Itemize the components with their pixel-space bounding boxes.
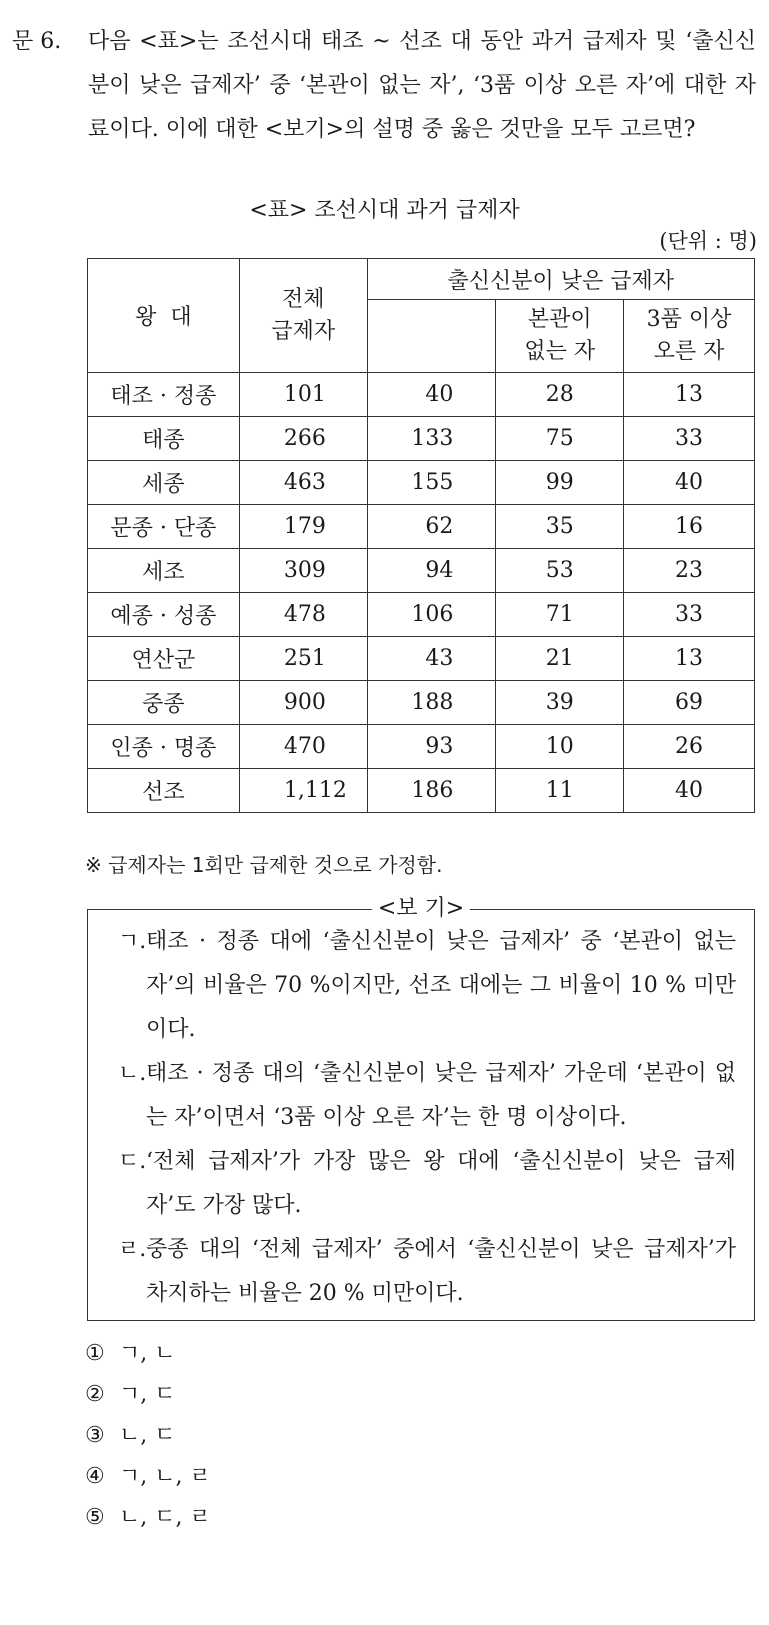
cell-king: 태종 xyxy=(88,417,240,461)
table-row xyxy=(88,461,755,505)
bogi-item xyxy=(118,1140,736,1228)
cell-total: 1,112 xyxy=(239,769,367,813)
question-text: 다음 <표>는 조선시대 태조 ~ 선조 대 동안 과거 급제자 및 ‘출신신분이 낮은 급제자’ 중 ‘본관이 없는 자’, ‘3품 이상 오른 자’에 대한 자료이다. 이에 대한 <보기>의 설명 중 옳은 것만을 모두 고르면? xyxy=(88,29,756,142)
cell-rank3: 16 xyxy=(624,505,755,549)
header-no-origin: 본관이 없는 자 xyxy=(496,300,624,373)
cell-no-origin: 11 xyxy=(496,769,624,813)
cell-no-origin: 21 xyxy=(496,637,624,681)
header-king: 왕 대 xyxy=(88,259,240,373)
option-text: ㄱ, ㄷ xyxy=(119,1382,176,1407)
cell-king: 선조 xyxy=(88,769,240,813)
cell-low: 106 xyxy=(367,593,496,637)
cell-total: 470 xyxy=(239,725,367,769)
option-number: ④ xyxy=(85,1464,105,1489)
cell-king: 세종 xyxy=(88,461,240,505)
cell-total: 309 xyxy=(239,549,367,593)
bogi-text: 태조 · 정종 대의 ‘출신신분이 낮은 급제자’ 가운데 ‘본관이 없는 자’이면서 ‘3품 이상 오른 자’는 한 명 이상이다. xyxy=(146,1061,736,1130)
cell-total: 463 xyxy=(239,461,367,505)
table-body xyxy=(88,373,755,813)
cell-no-origin: 71 xyxy=(496,593,624,637)
cell-king: 연산군 xyxy=(88,637,240,681)
bogi-title: <보 기> xyxy=(372,893,470,925)
table-row xyxy=(88,725,755,769)
table-note: ※ 급제자는 1회만 급제한 것으로 가정함. xyxy=(85,853,443,877)
table-unit: (단위 : 명) xyxy=(659,229,757,253)
bogi-mark: ㄹ. xyxy=(118,1237,147,1262)
option-text: ㄱ, ㄴ, ㄹ xyxy=(119,1464,211,1489)
cell-low: 133 xyxy=(367,417,496,461)
table-row xyxy=(88,681,755,725)
cell-total: 900 xyxy=(239,681,367,725)
cell-low: 43 xyxy=(367,637,496,681)
bogi-mark: ㄱ. xyxy=(118,929,147,954)
bogi-mark: ㄷ. xyxy=(118,1149,147,1174)
bogi-mark: ㄴ. xyxy=(118,1061,147,1086)
option-text: ㄴ, ㄷ xyxy=(119,1423,176,1448)
cell-no-origin: 10 xyxy=(496,725,624,769)
cell-king: 인종 · 명종 xyxy=(88,725,240,769)
cell-king: 태조 · 정종 xyxy=(88,373,240,417)
answer-option-5[interactable] xyxy=(85,1500,211,1536)
cell-low: 94 xyxy=(367,549,496,593)
option-number: ① xyxy=(85,1341,105,1366)
option-number: ② xyxy=(85,1382,105,1407)
answer-option-3[interactable] xyxy=(85,1418,176,1454)
bogi-box xyxy=(87,896,755,1321)
cell-no-origin: 35 xyxy=(496,505,624,549)
answer-option-1[interactable] xyxy=(85,1336,176,1372)
data-table xyxy=(87,258,755,813)
cell-king: 예종 · 성종 xyxy=(88,593,240,637)
cell-king: 세조 xyxy=(88,549,240,593)
bogi-item xyxy=(118,920,736,1052)
bogi-text: 중종 대의 ‘전체 급제자’ 중에서 ‘출신신분이 낮은 급제자’가 차지하는 비율은 20 % 미만이다. xyxy=(146,1237,736,1306)
cell-rank3: 69 xyxy=(624,681,755,725)
cell-rank3: 40 xyxy=(624,769,755,813)
cell-rank3: 26 xyxy=(624,725,755,769)
answer-option-2[interactable] xyxy=(85,1377,176,1413)
cell-no-origin: 28 xyxy=(496,373,624,417)
header-low-blank xyxy=(367,300,496,373)
header-total: 전체 급제자 xyxy=(239,259,367,373)
cell-rank3: 33 xyxy=(624,417,755,461)
option-number: ③ xyxy=(85,1423,105,1448)
table-row xyxy=(88,549,755,593)
cell-rank3: 13 xyxy=(624,373,755,417)
bogi-text: 태조 · 정종 대에 ‘출신신분이 낮은 급제자’ 중 ‘본관이 없는 자’의 비율은 70 %이지만, 선조 대에는 그 비율이 10 % 미만이다. xyxy=(146,929,736,1042)
table-row xyxy=(88,769,755,813)
table-title: <표> 조선시대 과거 급제자 xyxy=(249,198,520,223)
header-rank3: 3품 이상 오른 자 xyxy=(624,300,755,373)
cell-low: 93 xyxy=(367,725,496,769)
cell-rank3: 40 xyxy=(624,461,755,505)
cell-low: 155 xyxy=(367,461,496,505)
cell-rank3: 23 xyxy=(624,549,755,593)
cell-low: 188 xyxy=(367,681,496,725)
question-number: 문 6. xyxy=(12,29,62,54)
answer-option-4[interactable] xyxy=(85,1459,211,1495)
cell-total: 179 xyxy=(239,505,367,549)
cell-low: 40 xyxy=(367,373,496,417)
table-row xyxy=(88,373,755,417)
cell-rank3: 33 xyxy=(624,593,755,637)
cell-total: 101 xyxy=(239,373,367,417)
cell-no-origin: 53 xyxy=(496,549,624,593)
cell-rank3: 13 xyxy=(624,637,755,681)
bogi-item xyxy=(118,1228,736,1316)
option-number: ⑤ xyxy=(85,1505,105,1530)
cell-total: 251 xyxy=(239,637,367,681)
bogi-text: ‘전체 급제자’가 가장 많은 왕 대에 ‘출신신분이 낮은 급제자’도 가장 많다. xyxy=(146,1149,736,1218)
option-text: ㄴ, ㄷ, ㄹ xyxy=(119,1505,211,1530)
cell-no-origin: 99 xyxy=(496,461,624,505)
table-row xyxy=(88,417,755,461)
table-row xyxy=(88,637,755,681)
bogi-item xyxy=(118,1052,736,1140)
cell-no-origin: 75 xyxy=(496,417,624,461)
cell-king: 문종 · 단종 xyxy=(88,505,240,549)
cell-no-origin: 39 xyxy=(496,681,624,725)
cell-low: 62 xyxy=(367,505,496,549)
header-low-status: 출신신분이 낮은 급제자 xyxy=(367,259,754,300)
table-row xyxy=(88,505,755,549)
table-row xyxy=(88,593,755,637)
cell-king: 중종 xyxy=(88,681,240,725)
cell-total: 266 xyxy=(239,417,367,461)
option-text: ㄱ, ㄴ xyxy=(119,1341,176,1366)
cell-low: 186 xyxy=(367,769,496,813)
cell-total: 478 xyxy=(239,593,367,637)
